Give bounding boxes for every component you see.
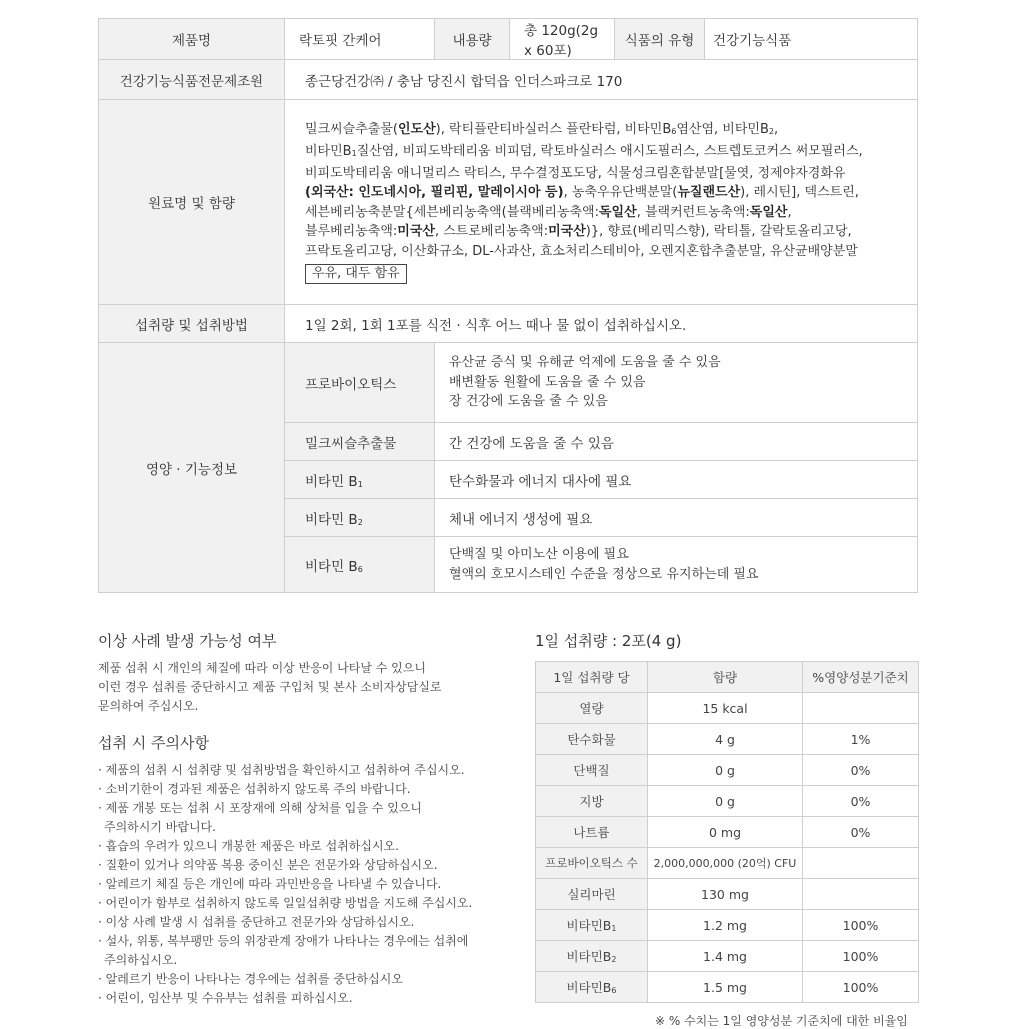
intake-row <box>99 305 918 343</box>
function-name: 프로바이오틱스 <box>285 343 435 423</box>
nutrition-row: 비타민$B_1$ 1.2 mg 100% <box>536 910 919 941</box>
ingredients-label: 원료명 및 함량 <box>99 100 285 305</box>
header-cell: %영양성분기준치 <box>803 662 919 693</box>
ingredients-value <box>285 100 918 305</box>
nutrition-section <box>535 630 920 1003</box>
allergen-badge: 우유, 대두 함유 <box>305 264 407 284</box>
type-label: 식품의 유형 <box>615 19 705 60</box>
function-desc: 유산균 증식 및 유해균 억제에 도움을 줄 수 있음 배변활동 원활에 도움을 줄 수 있음 장 건강에 도움을 줄 수 있음 <box>435 343 918 423</box>
nutrition-header-row <box>536 662 919 693</box>
volume-value: 총 120g(2g x 60포) <box>510 19 615 60</box>
ingredients-row <box>99 100 918 305</box>
function-name: 밀크씨슬추출물 <box>285 423 435 461</box>
caution-item: · 알레르기 체질 등은 개인에 따라 과민반응을 나타낼 수 있습니다. <box>98 877 442 891</box>
function-desc: 단백질 및 아미노산 이용에 필요 혈액의 호모시스테인 수준을 정상으로 유지하는데 필요 <box>435 537 918 593</box>
caution-item: · 소비기한이 경과된 제품은 섭취하지 않도록 주의 바랍니다. <box>98 782 411 796</box>
nutrition-row: 비타민$B_6$ 1.5 mg 100% <box>536 972 919 1003</box>
nutrition-row: 탄수화물 4 g 1% <box>536 724 919 755</box>
caution-item: · 어린이가 함부로 섭취하지 않도록 일일섭취량 방법을 지도해 주십시오. <box>98 896 473 910</box>
nutrition-row: 단백질 0 g 0% <box>536 755 919 786</box>
function-desc: 체내 에너지 생성에 필요 <box>435 499 918 537</box>
nutrition-row: 지방 0 g 0% <box>536 786 919 817</box>
nutrition-title: 1일 섭취량 : 2포(4 g) <box>535 632 682 650</box>
caution-item: · 설사, 위통, 복부팽만 등의 위장관계 장애가 나타나는 경우에는 섭취에 <box>98 934 469 948</box>
caution-item: · 이상 사례 발생 시 섭취를 중단하고 전문가와 상담하십시오. <box>98 915 415 929</box>
notice-section <box>98 630 518 1008</box>
caution-item: 주의하시기 바랍니다. <box>104 820 216 834</box>
name-value: 락토핏 간케어 <box>285 19 435 60</box>
product-row <box>99 19 918 60</box>
maker-row <box>99 60 918 100</box>
function-desc: 간 건강에 도움을 줄 수 있음 <box>435 423 918 461</box>
caution-item: · 질환이 있거나 의약품 복용 중이신 분은 전문가와 상담하십시오. <box>98 858 438 872</box>
function-label: 영양 · 기능정보 <box>99 343 285 593</box>
adverse-line: 문의하여 주십시오. <box>98 699 199 713</box>
function-desc: 탄수화물과 에너지 대사에 필요 <box>435 461 918 499</box>
volume-label: 내용량 <box>435 19 510 60</box>
header-cell: 함량 <box>648 662 803 693</box>
caution-item: · 흡습의 우려가 있으니 개봉한 제품은 바로 섭취하십시오. <box>98 839 399 853</box>
product-info-table <box>98 18 918 593</box>
cautions-list <box>98 761 518 1008</box>
function-name: 비타민 $B_6$ <box>285 537 435 593</box>
nutrition-footnote: ※ % 수치는 1일 영양성분 기준치에 대한 비율임 <box>655 1014 908 1028</box>
cautions-title: 섭취 시 주의사항 <box>98 734 209 752</box>
adverse-line: 이런 경우 섭취를 중단하시고 제품 구입처 및 본사 소비자상담실로 <box>98 680 442 694</box>
nutrition-row: 열량 15 kcal <box>536 693 919 724</box>
intake-label: 섭취량 및 섭취방법 <box>99 305 285 343</box>
name-label: 제품명 <box>99 19 285 60</box>
nutrition-row: 나트륨 0 mg 0% <box>536 817 919 848</box>
function-name: 비타민 $B_2$ <box>285 499 435 537</box>
ingredients-lines: 밀크씨슬추출물(인도산), 락티플란티바실러스 플란타럼, 비타민$B_6$염산염, 비타민$B_2$, 비타민$B_1$질산염, 비피도박테리움 비피덤, 락토바실러스 애시도필러스, 스트렙토코커스 써모필러스, 비피도박테리움 애니멀리스 락티스, 무수결정포도당, 식물성크림혼합분말[물엿, 정제야자경화유 (외국산: 인도네시아, 필리핀, 말레이시아 등), 농축우유단백분말(뉴질랜드산), 레시틴], 덱스트린, 세븐베리농축분말{세븐베리농축액(블랙베리농축액:독일산, 블랙커런트농축액:독일산, 블루베리농축액:미국산, 스트로베리농축액:미국산)}, 향료(베리믹스향), 락티톨, 갈락토올리고당, 프락토올리고당, 이산화규소, DL-사과산, 효소처리스테비아, 오렌지혼합추출분말, 유산균배양분말 우유, 대두 함유 <box>305 120 903 283</box>
intake-value: 1일 2회, 1회 1포를 식전 · 식후 어느 때나 물 없이 섭취하십시오. <box>285 305 918 343</box>
nutrition-row: 비타민$B_2$ 1.4 mg 100% <box>536 941 919 972</box>
caution-item: · 어린이, 임산부 및 수유부는 섭취를 피하십시오. <box>98 991 353 1005</box>
adverse-line: 제품 섭취 시 개인의 체질에 따라 이상 반응이 나타날 수 있으니 <box>98 661 426 675</box>
caution-item: · 제품 개봉 또는 섭취 시 포장재에 의해 상처를 입을 수 있으니 <box>98 801 422 815</box>
function-name: 비타민 $B_1$ <box>285 461 435 499</box>
type-value: 건강기능식품 <box>705 19 918 60</box>
nutrition-row: 프로바이오틱스 수 2,000,000,000 (20억) CFU <box>536 848 919 879</box>
maker-value: 종근당건강㈜ / 충남 당진시 합덕읍 인더스파크로 170 <box>285 60 918 100</box>
caution-item: · 알레르기 반응이 나타나는 경우에는 섭취를 중단하십시오 <box>98 972 403 986</box>
nutrition-table <box>535 661 919 1003</box>
header-cell: 1일 섭취량 당 <box>536 662 648 693</box>
product-info-section <box>98 18 917 593</box>
caution-item: 주의하십시오. <box>104 953 178 967</box>
caution-item: · 제품의 섭취 시 섭취량 및 섭취방법을 확인하시고 섭취하여 주십시오. <box>98 763 465 777</box>
maker-label: 건강기능식품전문제조원 <box>99 60 285 100</box>
function-row <box>99 343 918 423</box>
adverse-title: 이상 사례 발생 가능성 여부 <box>98 632 277 650</box>
nutrition-row: 실리마린 130 mg <box>536 879 919 910</box>
